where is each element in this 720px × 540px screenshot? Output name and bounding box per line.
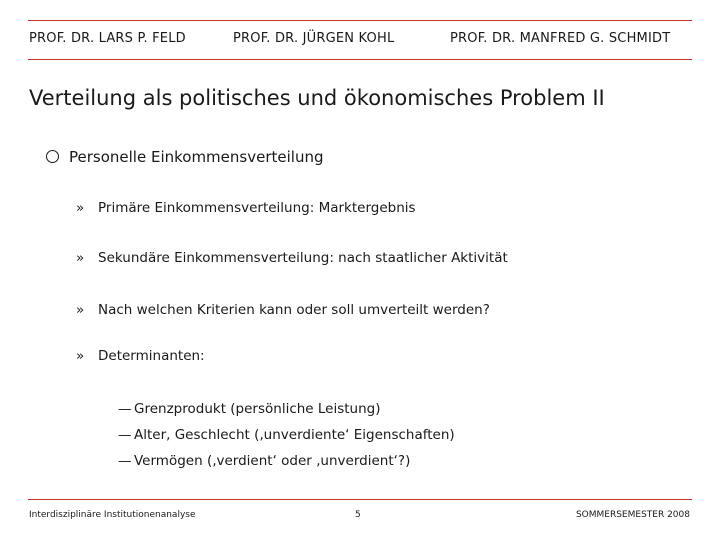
subbullet-item: [118, 401, 381, 417]
header-bottom-rule: [28, 59, 692, 60]
section-heading-text: Personelle Einkommensverteilung: [69, 148, 324, 166]
subbullet-text: Vermögen (‚verdient‘ oder ‚unverdient‘?): [134, 453, 411, 469]
professor-1: PROF. DR. LARS P. FELD: [29, 31, 186, 46]
bullet-item: [76, 200, 416, 216]
footer-rule: [28, 499, 692, 500]
circle-bullet-icon: [46, 150, 59, 163]
raquo-bullet-icon: »: [76, 250, 85, 266]
footer-term: SOMMERSEMESTER 2008: [575, 510, 690, 520]
bullet-text: Sekundäre Einkommensverteilung: nach staatlicher Aktivität: [98, 250, 508, 266]
bullet-item: [76, 250, 508, 266]
bullet-item: [76, 302, 490, 318]
footer-page-number: 5: [355, 510, 361, 520]
subbullet-text: Grenzprodukt (persönliche Leistung): [134, 401, 381, 417]
header-top-rule: [28, 20, 692, 21]
professor-2: PROF. DR. JÜRGEN KOHL: [233, 31, 395, 46]
footer-course: Interdisziplinäre Institutionenanalyse: [29, 510, 196, 520]
subbullet-item: [118, 427, 455, 443]
slide-title: Verteilung als politisches und ökonomisches Problem II: [29, 86, 605, 110]
bullet-item: [76, 348, 205, 364]
section-heading: [46, 148, 323, 166]
bullet-text: Determinanten:: [98, 348, 205, 364]
bullet-text: Nach welchen Kriterien kann oder soll umverteilt werden?: [98, 302, 490, 318]
raquo-bullet-icon: »: [76, 302, 85, 318]
professor-3: PROF. DR. MANFRED G. SCHMIDT: [450, 31, 671, 46]
subbullet-item: [118, 453, 410, 469]
raquo-bullet-icon: »: [76, 200, 85, 216]
raquo-bullet-icon: »: [76, 348, 85, 364]
subbullet-text: Alter, Geschlecht (‚unverdiente‘ Eigenschaften): [134, 427, 455, 443]
dash-bullet-icon: —: [118, 401, 132, 417]
bullet-text: Primäre Einkommensverteilung: Marktergebnis: [98, 200, 416, 216]
dash-bullet-icon: —: [118, 427, 132, 443]
dash-bullet-icon: —: [118, 453, 132, 469]
